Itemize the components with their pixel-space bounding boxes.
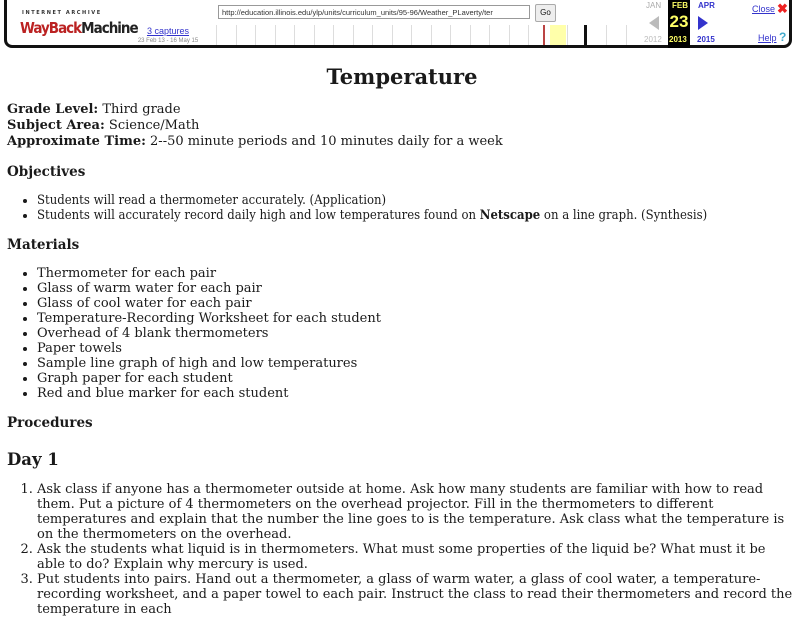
timeline-tick bbox=[333, 25, 334, 45]
help-icon[interactable]: ? bbox=[779, 30, 787, 44]
timeline-tick bbox=[236, 25, 237, 45]
timeline-tick bbox=[216, 25, 217, 45]
materials-heading: Materials bbox=[7, 237, 80, 253]
list-item: • Glass of cool water for each pair bbox=[37, 296, 797, 311]
day-1-steps bbox=[7, 482, 797, 617]
wayback-logo[interactable] bbox=[16, 6, 138, 42]
meta-approximate-time: Approximate Time: 2--50 minute periods and 10 minutes daily for a week bbox=[7, 134, 503, 149]
meta-subject-area: Subject Area: Science/Math bbox=[7, 118, 200, 133]
list-item: • Red and blue marker for each student bbox=[37, 386, 797, 401]
current-year: 2013 bbox=[669, 35, 687, 44]
procedures-heading: Procedures bbox=[7, 415, 93, 431]
close-icon[interactable]: ✖ bbox=[777, 1, 788, 16]
captures-info bbox=[130, 26, 206, 44]
wayback-machine-wordmark: WayBackMachine bbox=[20, 19, 138, 37]
list-item: • Glass of warm water for each pair bbox=[37, 281, 797, 296]
list-item: 3. Put students into pairs. Hand out a thermometer, a glass of warm water, a glass of cool water, a temperature-recording worksheet, and a paper towel to each pair. Instruct the class to read their thermometers and record the temperature in each bbox=[37, 572, 797, 617]
close-link[interactable]: Close bbox=[752, 4, 776, 14]
list-item: • Graph paper for each student bbox=[37, 371, 797, 386]
timeline-tick bbox=[372, 25, 373, 45]
timeline-tick bbox=[489, 25, 490, 45]
next-capture-arrow-icon[interactable] bbox=[698, 16, 708, 30]
next-year-link[interactable]: 2015 bbox=[697, 35, 715, 44]
lesson-meta bbox=[7, 102, 797, 150]
timeline-tick bbox=[392, 25, 393, 45]
materials-list bbox=[7, 266, 797, 401]
captures-range: 23 Feb 13 - 16 May 15 bbox=[137, 38, 199, 44]
prev-month: JAN bbox=[646, 1, 662, 10]
current-day: 23 bbox=[669, 12, 689, 31]
prev-year: 2012 bbox=[644, 35, 662, 44]
next-month-link[interactable]: APR bbox=[698, 1, 715, 10]
capture-navigator bbox=[638, 0, 728, 48]
timeline-tick bbox=[411, 25, 412, 45]
timeline-tick bbox=[294, 25, 295, 45]
internet-archive-label: INTERNET ARCHIVE bbox=[22, 10, 102, 16]
list-item: • Sample line graph of high and low temperatures bbox=[37, 356, 797, 371]
page-content bbox=[7, 62, 797, 617]
list-item: • Overhead of 4 blank thermometers bbox=[37, 326, 797, 341]
timeline-current-year-highlight bbox=[550, 25, 566, 45]
objectives-heading: Objectives bbox=[7, 164, 86, 180]
capture-timeline[interactable] bbox=[212, 24, 632, 46]
help-link[interactable]: Help bbox=[758, 33, 777, 43]
timeline-tick bbox=[275, 25, 276, 45]
prev-capture-arrow-icon bbox=[649, 16, 659, 30]
wayback-toolbar bbox=[0, 0, 800, 52]
timeline-capture-marker[interactable] bbox=[584, 25, 587, 45]
timeline-tick bbox=[353, 25, 354, 45]
list-item: 2. Ask the students what liquid is in thermometers. What must some properties of the liquid be? What must it be able to do? Explain why mercury is used. bbox=[37, 542, 797, 572]
list-item: • Students will read a thermometer accurately. (Application) bbox=[37, 193, 797, 208]
list-item: • Paper towels bbox=[37, 341, 797, 356]
day-1-heading: Day 1 bbox=[7, 450, 59, 469]
timeline-tick bbox=[528, 25, 529, 45]
timeline-tick bbox=[431, 25, 432, 45]
timeline-current-capture-marker[interactable] bbox=[543, 25, 545, 45]
objectives-list bbox=[7, 193, 797, 223]
timeline-tick bbox=[606, 25, 607, 45]
list-item: • Thermometer for each pair bbox=[37, 266, 797, 281]
timeline-tick bbox=[626, 25, 627, 45]
list-item: • Students will accurately record daily high and low temperatures found on Netscape on a line graph. (Synthesis) bbox=[37, 208, 797, 223]
current-month: FEB bbox=[672, 1, 688, 10]
timeline-tick bbox=[509, 25, 510, 45]
captures-link[interactable]: 3 captures bbox=[146, 26, 190, 36]
meta-grade-level: Grade Level: Third grade bbox=[7, 102, 181, 117]
page-title: Temperature bbox=[326, 64, 478, 89]
go-button[interactable]: Go bbox=[535, 4, 556, 22]
timeline-tick bbox=[314, 25, 315, 45]
timeline-tick bbox=[567, 25, 568, 45]
list-item: • Temperature-Recording Worksheet for each student bbox=[37, 311, 797, 326]
url-input[interactable]: http://education.illinois.edu/ylp/units/curriculum_units/95-96/Weather_PLaverty/ter bbox=[218, 5, 530, 19]
list-item: 1. Ask class if anyone has a thermometer outside at home. Ask how many students are familiar with how to read them. Put a picture of 4 thermometers on the overhead projector. Fill in the thermometers to different temperatures and explain that the number the line goes to is the temperature. Ask class what the temperature is on the thermometers on the overhead. bbox=[37, 482, 797, 542]
timeline-tick bbox=[255, 25, 256, 45]
timeline-tick bbox=[450, 25, 451, 45]
timeline-tick bbox=[470, 25, 471, 45]
